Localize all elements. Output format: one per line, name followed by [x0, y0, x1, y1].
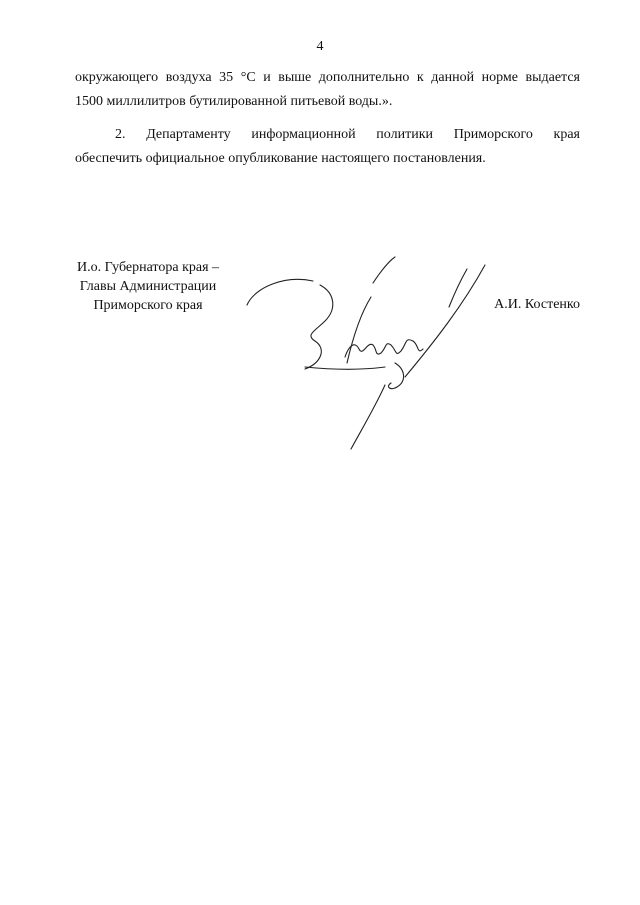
signatory-title-line-1: И.о. Губернатора края –	[76, 260, 220, 275]
signatory-title-line-3: Приморского края	[93, 298, 203, 313]
signature-stroke-hook	[389, 363, 404, 389]
signature-stroke-underline	[305, 367, 385, 369]
handwritten-signature	[235, 245, 515, 465]
paragraph-2-line-2: обеспечить официальное опубликование настоящего постановления.	[75, 151, 486, 166]
signatory-title	[64, 258, 232, 315]
signature-stroke-loop	[305, 285, 333, 369]
signature-stroke-tall	[347, 297, 371, 363]
signatory-name: А.И. Костенко	[494, 297, 580, 312]
signature-stroke-long-diagonal	[405, 265, 485, 377]
signature-stroke-letters	[345, 340, 423, 357]
page-number: 4	[316, 39, 324, 54]
paragraph-1-line-1: окружающего воздуха 35 °С и выше дополнительно к данной норме выдается	[75, 70, 580, 85]
paragraph-2-line-1: 2. Департаменту информационной политики Приморского края	[115, 127, 580, 142]
paragraph-1	[75, 66, 580, 114]
signature-stroke-dash-top-right	[449, 269, 467, 307]
signatory-title-line-2: Главы Администрации	[79, 279, 217, 294]
signature-stroke-arc	[247, 279, 313, 305]
paragraph-1-line-2: 1500 миллилитров бутилированной питьевой воды.».	[75, 94, 393, 109]
signature-stroke-tail	[351, 385, 385, 449]
signature-stroke-flourish-top	[373, 257, 395, 283]
paragraph-2	[75, 123, 580, 171]
